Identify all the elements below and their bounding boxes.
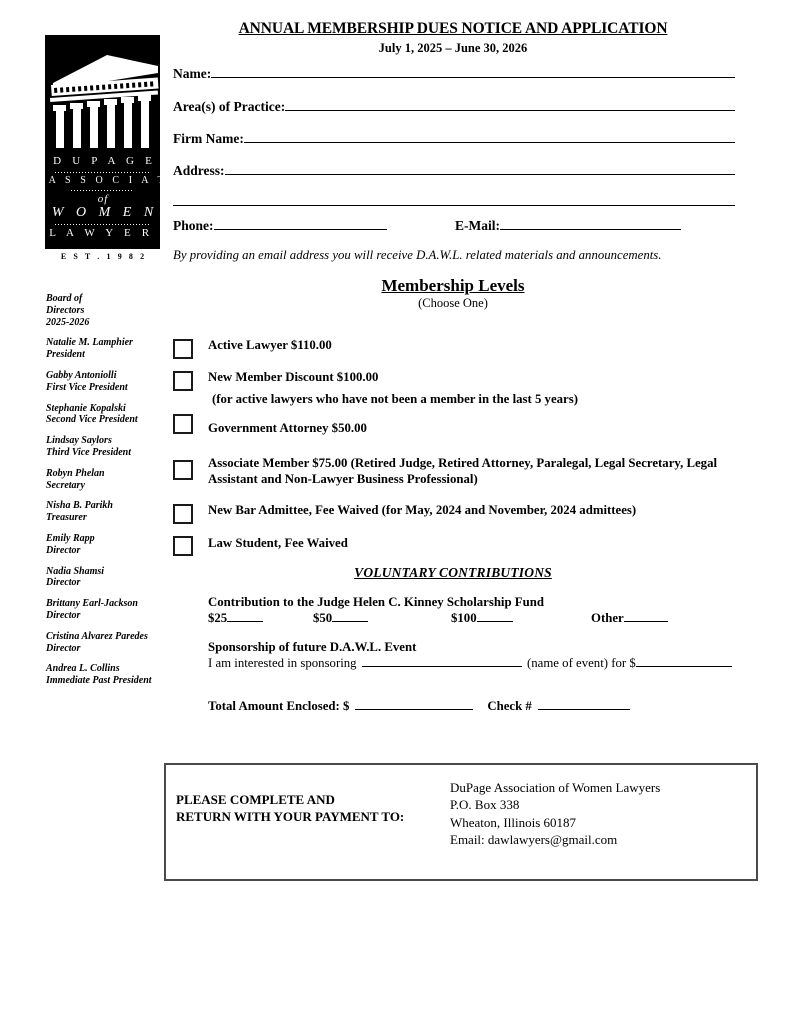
- board-member-role: President: [46, 349, 85, 361]
- checkbox-new-member-discount[interactable]: [173, 371, 193, 391]
- sponsorship-suffix-label: (name of event) for $: [527, 656, 636, 670]
- logo-line-lawyers: L A W Y E R S: [49, 227, 171, 240]
- name-field-label: Name:: [173, 66, 212, 81]
- payment-instruction-line2: RETURN WITH YOUR PAYMENT TO:: [176, 808, 405, 824]
- amount-input-50[interactable]: [332, 610, 368, 622]
- board-heading-line2: Directors: [46, 304, 85, 316]
- board-member: [46, 598, 170, 622]
- logo-established-year: E S T . 1 9 8 2: [60, 251, 147, 261]
- sponsorship-title: Sponsorship of future D.A.W.L. Event: [208, 640, 417, 654]
- address-field-row[interactable]: [173, 163, 735, 179]
- organization-name: DuPage Association of Women Lawyers: [450, 780, 661, 795]
- practice-areas-field-label: Area(s) of Practice:: [173, 99, 286, 114]
- membership-option-new-member-discount[interactable]: [170, 368, 736, 417]
- board-member-name: Nadia Shamsi: [46, 565, 105, 577]
- email-input[interactable]: [500, 218, 681, 230]
- phone-field-row[interactable]: [173, 218, 387, 234]
- board-heading: [46, 293, 170, 328]
- address-field-label: Address:: [173, 163, 225, 178]
- amount-option-label: $50: [313, 611, 333, 625]
- amount-option-label: Other: [591, 611, 624, 625]
- amount-input-25[interactable]: [227, 610, 263, 622]
- name-field-row[interactable]: [173, 66, 735, 82]
- total-amount-input[interactable]: [355, 698, 473, 710]
- board-member: [46, 370, 170, 394]
- checkbox-government-attorney[interactable]: [173, 414, 193, 434]
- sponsorship-amount-input[interactable]: [636, 655, 732, 667]
- membership-option-label: New Member Discount $100.00: [208, 370, 379, 384]
- logo-line-dupage: D U P A G E: [53, 155, 157, 167]
- membership-option-label: Government Attorney $50.00: [208, 421, 367, 435]
- city-state-zip: Wheaton, Illinois 60187: [450, 814, 577, 830]
- checkbox-associate-member[interactable]: [173, 460, 193, 480]
- board-member: [46, 337, 170, 361]
- firm-name-field-label: Firm Name:: [173, 131, 244, 146]
- board-of-directors-sidebar: [46, 293, 170, 696]
- board-member-name: Lindsay Saylors: [46, 435, 112, 447]
- board-member-role: Treasurer: [46, 512, 87, 524]
- board-member-role: Director: [46, 577, 81, 589]
- email-field-row[interactable]: [455, 218, 681, 234]
- board-member: [46, 566, 170, 590]
- membership-option-new-bar-admittee[interactable]: [170, 501, 736, 532]
- page-subtitle-dates: July 1, 2025 – June 30, 2026: [378, 41, 528, 55]
- membership-levels-subheading: (Choose One): [418, 296, 488, 310]
- amount-option-label: $100: [451, 611, 477, 625]
- board-member-name: Gabby Antoniolli: [46, 369, 117, 381]
- board-member-name: Nisha B. Parikh: [46, 500, 113, 512]
- membership-option-label: New Bar Admittee, Fee Waived (for May, 2024 and November, 2024 admittees): [208, 503, 637, 517]
- board-member: [46, 403, 170, 427]
- membership-option-associate-member[interactable]: [170, 454, 736, 499]
- address-input-line2[interactable]: [173, 205, 735, 206]
- amount-option-25[interactable]: [208, 610, 263, 626]
- address-input-line1[interactable]: [225, 163, 735, 175]
- board-member-role: Director: [46, 544, 81, 556]
- board-member: [46, 500, 170, 524]
- payment-instruction-line1: PLEASE COMPLETE AND: [176, 792, 335, 807]
- board-heading-years: 2025-2026: [46, 316, 90, 328]
- board-member-role: Immediate Past President: [46, 675, 152, 687]
- checkbox-active-lawyer[interactable]: [173, 339, 193, 359]
- membership-levels-heading: Membership Levels: [381, 276, 525, 295]
- membership-option-law-student[interactable]: [170, 534, 736, 564]
- board-member-role: First Vice President: [46, 381, 128, 393]
- firm-name-field-row[interactable]: [173, 131, 735, 147]
- logo-divider-1: [55, 170, 150, 175]
- sponsorship-prefix-label: I am interested in sponsoring: [208, 656, 357, 670]
- email-privacy-note: By providing an email address you will receive D.A.W.L. related materials and announcements.: [173, 248, 662, 262]
- board-member-role: Second Vice President: [46, 414, 138, 426]
- board-heading-line1: Board of: [46, 293, 83, 304]
- checkbox-new-bar-admittee[interactable]: [173, 504, 193, 524]
- amount-input-100[interactable]: [477, 610, 513, 622]
- practice-areas-input[interactable]: [285, 99, 735, 111]
- payment-mailing-address: [450, 779, 660, 848]
- name-input[interactable]: [211, 66, 735, 78]
- membership-option-label: Associate Member $75.00 (Retired Judge, Retired Attorney, Paralegal, Legal Secretary, Legal Assistant and Non-Lawyer Business Professional): [208, 456, 718, 486]
- classical-courthouse-columns-icon: [45, 35, 160, 148]
- total-amount-label: Total Amount Enclosed: $: [208, 699, 350, 713]
- practice-areas-field-row[interactable]: [173, 99, 735, 115]
- membership-options-list: [170, 336, 736, 566]
- sponsorship-row[interactable]: [208, 655, 732, 671]
- scholarship-fund-title: Contribution to the Judge Helen C. Kinney Scholarship Fund: [208, 595, 544, 609]
- voluntary-contributions-heading: VOLUNTARY CONTRIBUTIONS: [354, 565, 552, 580]
- board-member-role: Third Vice President: [46, 446, 131, 458]
- phone-input[interactable]: [214, 218, 387, 230]
- board-member-role: Director: [46, 609, 81, 621]
- membership-option-active-lawyer[interactable]: [170, 336, 736, 366]
- payment-instructions: [176, 792, 404, 826]
- total-amount-row[interactable]: [208, 698, 630, 714]
- checkbox-law-student[interactable]: [173, 536, 193, 556]
- page-title: ANNUAL MEMBERSHIP DUES NOTICE AND APPLICATION: [238, 20, 668, 37]
- board-member-role: Secretary: [46, 479, 85, 491]
- board-member: [46, 663, 170, 687]
- amount-option-100[interactable]: [451, 610, 513, 626]
- logo-line-of: of: [97, 193, 109, 206]
- firm-name-input[interactable]: [244, 131, 735, 143]
- board-member: [46, 435, 170, 459]
- po-box: P.O. Box 338: [450, 797, 520, 813]
- board-member-role: Director: [46, 642, 81, 654]
- board-member-name: Robyn Phelan: [46, 467, 105, 479]
- email-field-label: E-Mail:: [455, 218, 500, 233]
- board-member-name: Brittany Earl-Jackson: [46, 598, 138, 610]
- board-member: [46, 533, 170, 557]
- check-number-label: Check #: [487, 699, 532, 713]
- check-number-input[interactable]: [538, 698, 630, 710]
- membership-option-government-attorney[interactable]: [170, 419, 736, 452]
- phone-field-label: Phone:: [173, 218, 214, 233]
- contact-email: Email: dawlawyers@gmail.com: [450, 831, 618, 847]
- board-member: [46, 631, 170, 655]
- sponsorship-event-input[interactable]: [362, 655, 522, 667]
- board-member-name: Emily Rapp: [46, 532, 95, 544]
- logo-line-association: A S S O C I A T I O N: [48, 174, 214, 186]
- board-member-name: Stephanie Kopalski: [46, 402, 126, 414]
- board-member: [46, 468, 170, 492]
- board-member-name: Natalie M. Lamphier: [46, 337, 133, 349]
- amount-option-other[interactable]: [591, 610, 668, 626]
- amount-option-label: $25: [208, 611, 228, 625]
- logo-line-women: W O M E N: [51, 204, 158, 220]
- membership-option-note: (for active lawyers who have not been a member in the last 5 years): [212, 391, 578, 406]
- membership-option-label: Law Student, Fee Waived: [208, 536, 348, 550]
- board-member-name: Andrea L. Collins: [46, 663, 120, 675]
- membership-option-label: Active Lawyer $110.00: [208, 338, 332, 352]
- board-member-name: Cristina Alvarez Paredes: [46, 630, 148, 642]
- payment-return-box: [164, 763, 758, 881]
- amount-input-other[interactable]: [624, 610, 668, 622]
- amount-option-50[interactable]: [313, 610, 368, 626]
